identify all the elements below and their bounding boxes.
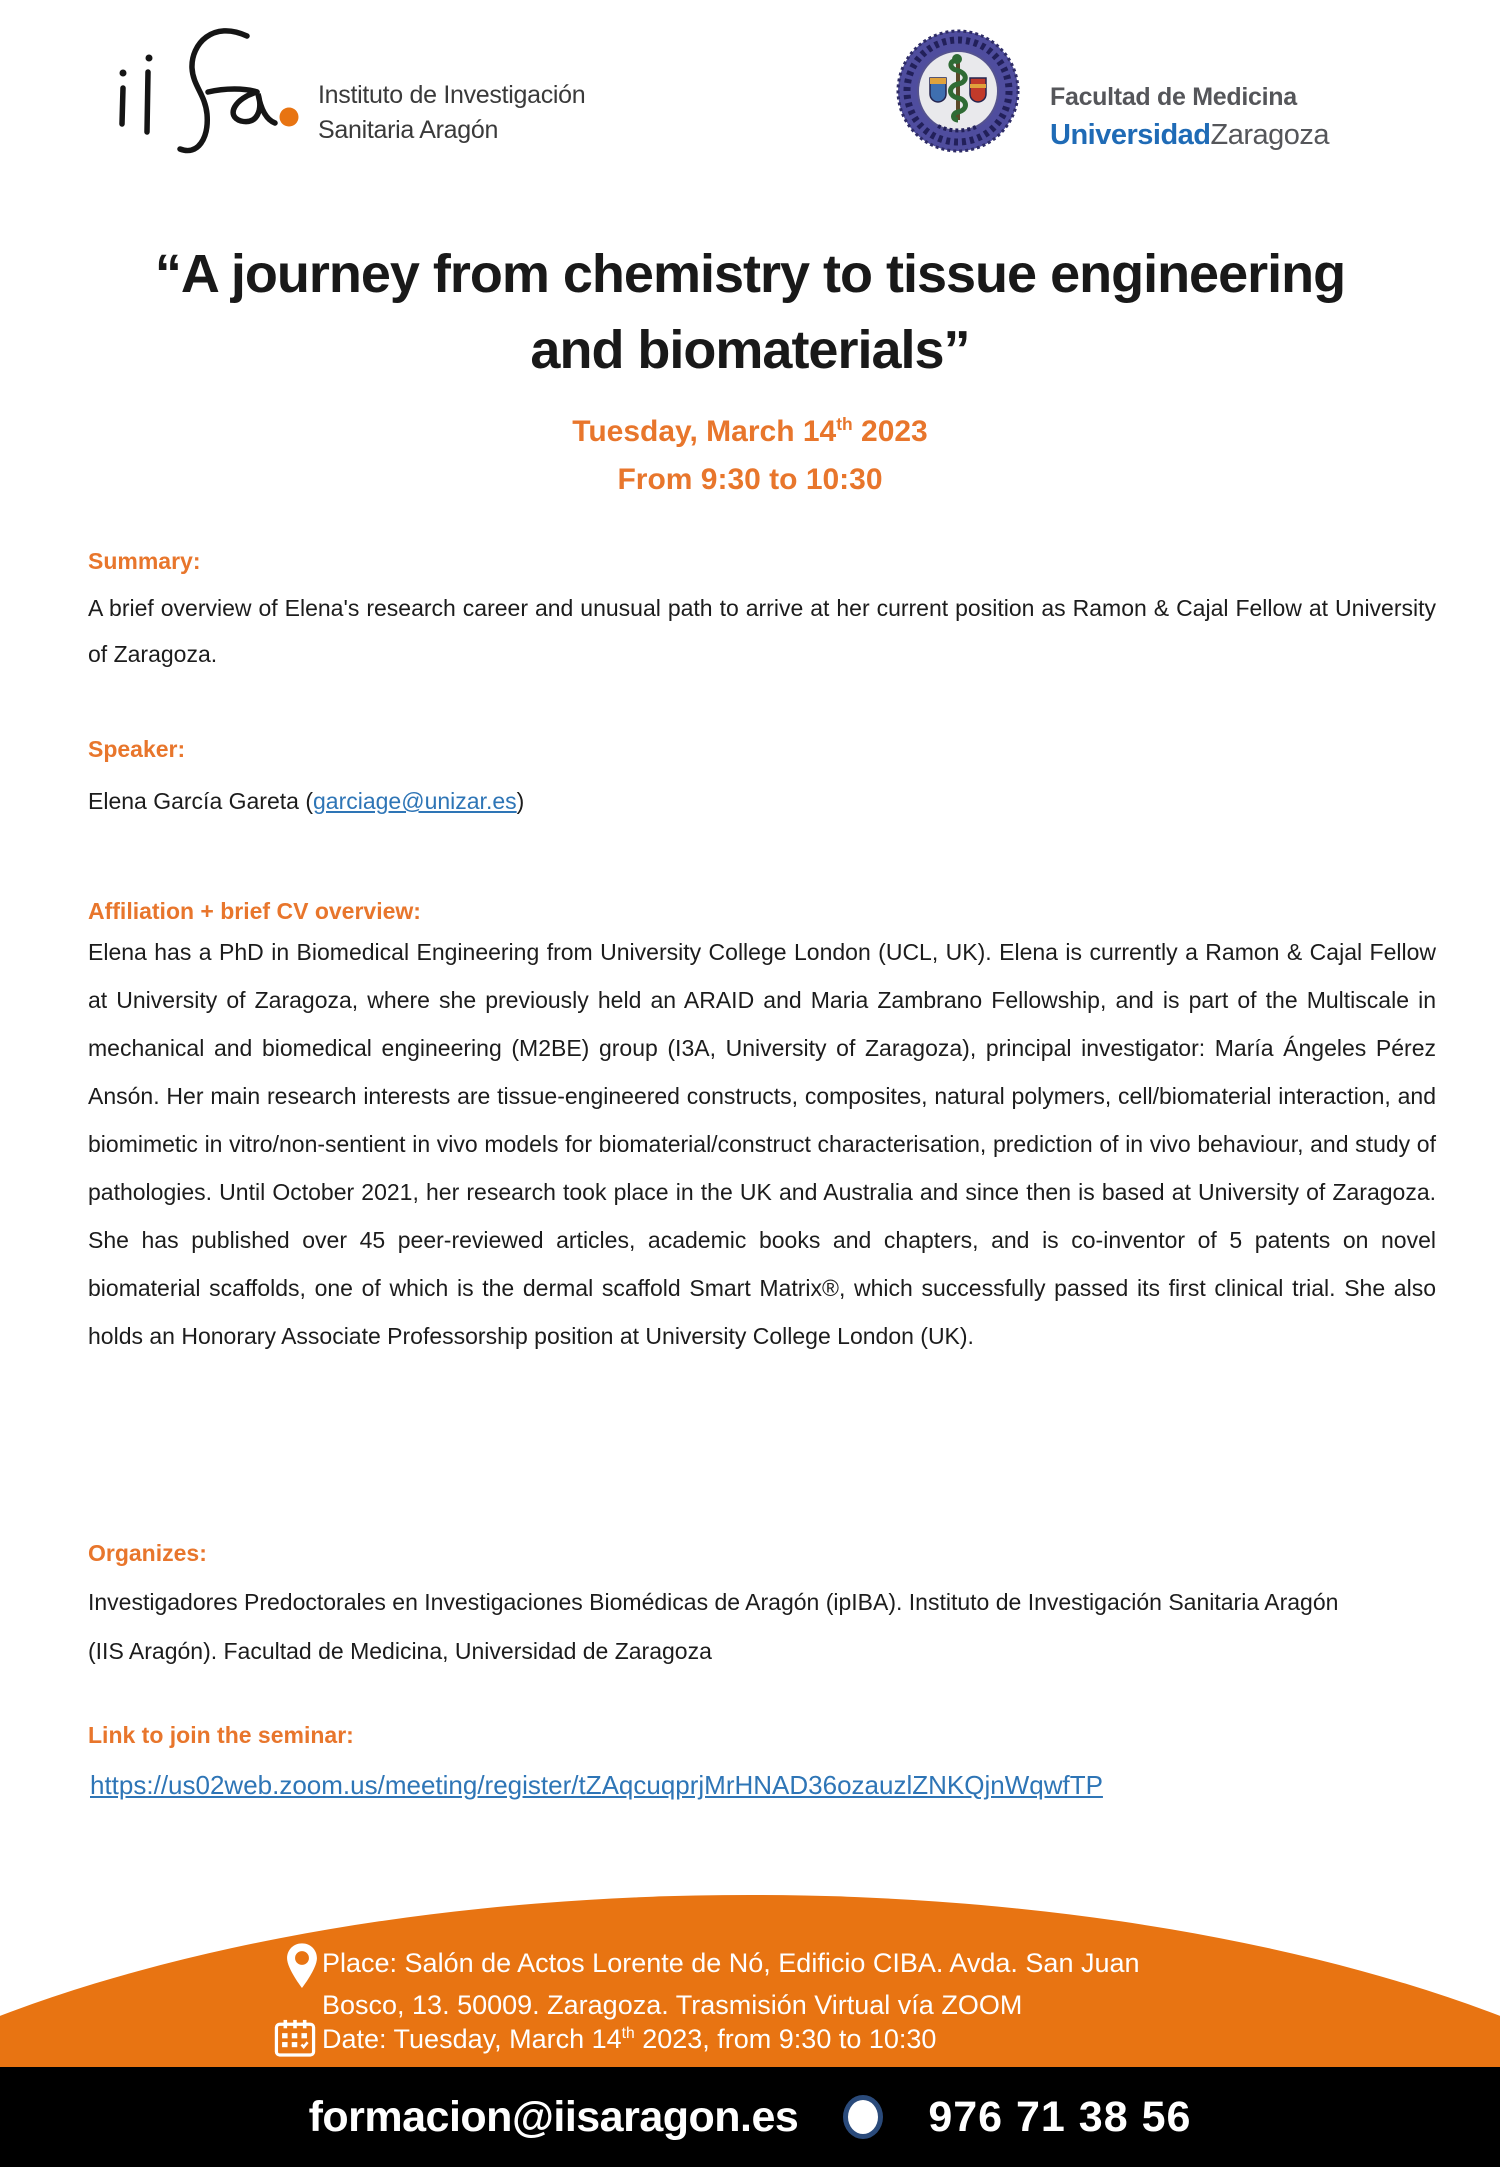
speaker-email-link[interactable]: garciage@unizar.es [313,788,517,814]
location-pin-icon [286,1943,318,1994]
footer-place-line2: Bosco, 13. 50009. Zaragoza. Trasmisión Virtual vía ZOOM [322,1990,1023,2020]
facultad-medicina-seal-icon [894,28,1022,156]
organizes-heading: Organizes: [88,1540,207,1566]
universidad-label: Universidad [1050,119,1211,151]
summary-body: A brief overview of Elena's research career and unusual path to arrive at her current position as Ramon & Cajal Fellow at University of Zaragoza. [88,595,1436,667]
seminar-schedule [0,408,1500,504]
seminar-time: From 9:30 to 10:30 [617,463,883,496]
iis-logo-text-line1: Instituto de Investigación [318,81,586,109]
affiliation-body: Elena has a PhD in Biomedical Engineering from University College London (UCL, UK). Elena is currently a Ramon & Cajal Fellow at University of Zaragoza, where she previously held an ARAID and Maria Zambrano Fellowship, and is part of the Multiscale in mechanical and biomedical engineering (M2BE) group (I3A, University of Zaragoza), principal investigator: María Ángeles Pérez Ansón. Her main research interests are tissue-engineered constructs, composites, natural polymers, cell/biomaterial interaction, and biomimetic in vitro/non-sentient in vivo models for biomaterial/construct characterisation, prediction of in vivo behaviour, and study of pathologies. Until October 2021, her research took place in the UK and Australia and since then is based at University of Zaragoza. She has published over 45 peer-reviewed articles, academic books and chapters, and is co-inventor of 5 patents on novel biomaterial scaffolds, one of which is the dermal scaffold Smart Matrix®, which successfully passed its first clinical trial. She also holds an Honorary Associate Professorship position at University College London (UK). [88,939,1436,1349]
summary-heading: Summary: [88,548,201,574]
iis-aragon-logo [95,22,305,182]
seminar-date: Tuesday, March 14th 2023 [572,414,928,448]
join-link-line [90,1770,1103,1801]
facultad-medicina-label: Facultad de Medicina [1050,83,1297,111]
facultad-medicina-logo-text [1050,78,1329,154]
speaker-line: Elena García Gareta (garciage@unizar.es) [88,788,525,814]
zoom-registration-link[interactable]: https://us02web.zoom.us/meeting/register/tZAqcuqprjMrHNAD36ozauzlZNKQjnWqwfTP [90,1770,1103,1800]
footer-place [322,1942,1322,2026]
footer-contact-bar [0,2067,1500,2167]
iisa-orange-dot [280,108,299,127]
title-line2: and biomaterials” [530,320,970,380]
title-line1: “A journey from chemistry to tissue engineering [154,244,1346,304]
organizes-body: Investigadores Predoctorales en Investigaciones Biomédicas de Aragón (ipIBA). Instituto de Investigación Sanitaria Aragón (IIS Aragón). Facultad de Medicina, Universidad de Zaragoza [88,1589,1339,1664]
iis-logo-text-line2: Sanitaria Aragón [318,116,499,144]
calendar-icon [274,2018,316,2063]
contact-phone: 976 71 38 56 [928,2092,1192,2141]
speaker-heading: Speaker: [88,736,186,762]
iisa-script-icon [95,22,305,182]
speaker-name: Elena García Gareta ( [88,788,313,814]
contact-email[interactable]: formacion@iisaragon.es [308,2092,799,2141]
footer [0,1830,1500,2167]
join-link-heading: Link to join the seminar: [88,1722,354,1748]
footer-date: Date: Tuesday, March 14th 2023, from 9:30 to 10:30 [322,2024,937,2054]
phone-icon [843,2095,883,2139]
footer-place-line1: Place: Salón de Actos Lorente de Nó, Edificio CIBA. Avda. San Juan [322,1948,1140,1978]
iis-logo-text [318,78,585,148]
zaragoza-label: Zaragoza [1210,119,1330,151]
affiliation-heading: Affiliation + brief CV overview: [88,898,421,924]
page-title [0,236,1500,388]
